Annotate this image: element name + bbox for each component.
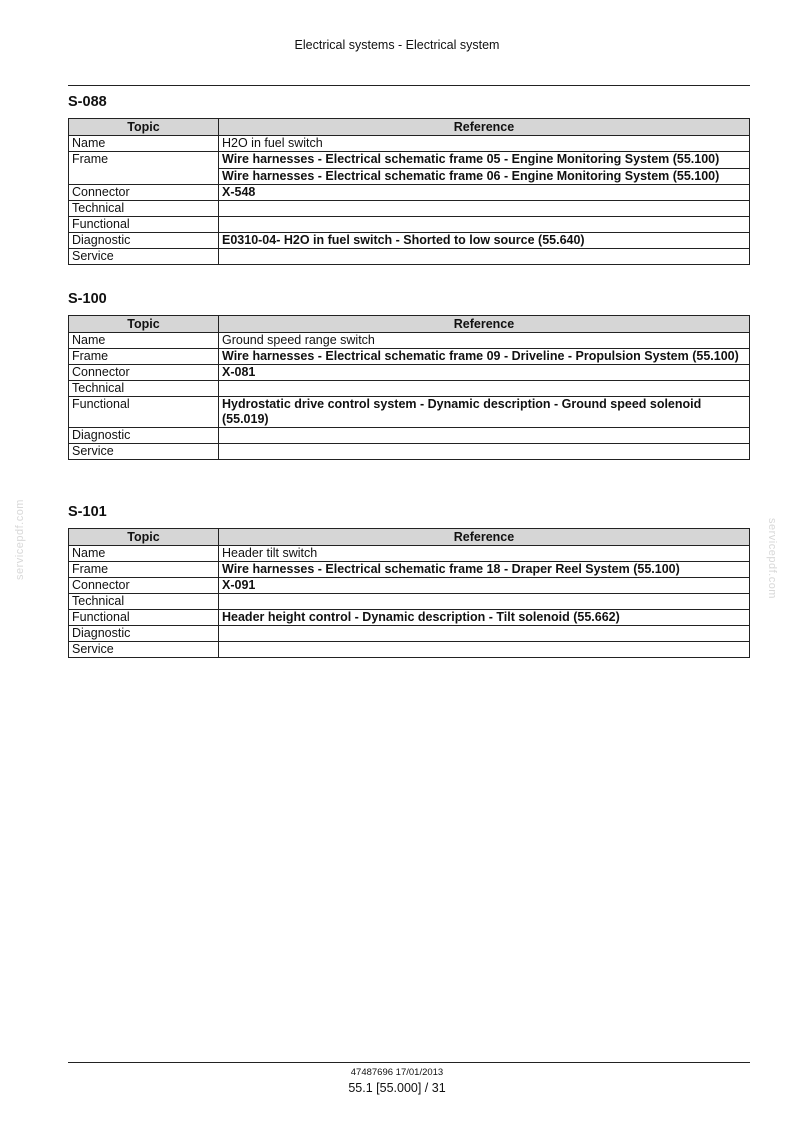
reference-cell <box>219 428 750 444</box>
topic-cell: Technical <box>69 201 219 217</box>
column-header-reference: Reference <box>219 119 750 136</box>
table-row <box>69 152 750 185</box>
reference-text: Ground speed range switch <box>222 333 375 347</box>
table-row <box>69 365 750 381</box>
topic-cell: Name <box>69 546 219 562</box>
table-row <box>69 217 750 233</box>
reference-cell <box>219 642 750 658</box>
table-row <box>69 642 750 658</box>
watermark-left: servicepdf.com <box>14 499 26 580</box>
topic-cell: Diagnostic <box>69 428 219 444</box>
reference-table <box>68 528 750 658</box>
topic-cell: Service <box>69 249 219 265</box>
reference-cell <box>219 333 750 349</box>
header-divider <box>68 85 750 86</box>
reference-cell <box>219 578 750 594</box>
topic-cell: Connector <box>69 185 219 201</box>
column-header-topic: Topic <box>69 119 219 136</box>
reference-table <box>68 315 750 460</box>
reference-link[interactable]: Wire harnesses - Electrical schematic frame 06 - Engine Monitoring System (55.100) <box>219 168 749 184</box>
table-header-row <box>69 316 750 333</box>
reference-link[interactable]: Wire harnesses - Electrical schematic frame 18 - Draper Reel System (55.100) <box>222 562 680 576</box>
reference-cell <box>219 217 750 233</box>
reference-link[interactable]: X-091 <box>222 578 256 592</box>
reference-cell <box>219 610 750 626</box>
topic-cell: Connector <box>69 578 219 594</box>
reference-cell <box>219 562 750 578</box>
footer-page-number: 55.1 [55.000] / 31 <box>348 1081 446 1095</box>
topic-cell: Frame <box>69 349 219 365</box>
table-header-row <box>69 529 750 546</box>
table-row <box>69 381 750 397</box>
reference-text: H2O in fuel switch <box>222 136 323 150</box>
section-title: S-088 <box>68 94 107 110</box>
reference-cell <box>219 136 750 152</box>
topic-cell: Functional <box>69 610 219 626</box>
footer-divider <box>68 1062 750 1063</box>
reference-link[interactable]: Wire harnesses - Electrical schematic frame 05 - Engine Monitoring System (55.100) <box>222 152 720 166</box>
topic-cell: Functional <box>69 397 219 428</box>
topic-cell: Technical <box>69 381 219 397</box>
table-row <box>69 610 750 626</box>
column-header-topic: Topic <box>69 316 219 333</box>
table-row <box>69 428 750 444</box>
section-s-088 <box>68 92 750 265</box>
reference-cell <box>219 381 750 397</box>
table-row <box>69 626 750 642</box>
reference-cell <box>219 249 750 265</box>
topic-cell: Frame <box>69 152 219 185</box>
reference-cell <box>219 152 750 185</box>
section-s-100 <box>68 289 750 460</box>
reference-cell <box>219 185 750 201</box>
table-row <box>69 397 750 428</box>
section-title: S-100 <box>68 291 107 307</box>
reference-link[interactable]: E0310-04- H2O in fuel switch - Shorted to low source (55.640) <box>222 233 585 247</box>
table-row <box>69 594 750 610</box>
watermark-right: servicepdf.com <box>766 518 778 599</box>
reference-table <box>68 118 750 265</box>
reference-link[interactable]: X-548 <box>222 185 256 199</box>
table-row <box>69 578 750 594</box>
topic-cell: Frame <box>69 562 219 578</box>
table-row <box>69 201 750 217</box>
section-s-101 <box>68 502 750 658</box>
topic-cell: Connector <box>69 365 219 381</box>
reference-link[interactable]: Header height control - Dynamic description - Tilt solenoid (55.662) <box>222 610 620 624</box>
reference-link[interactable]: Wire harnesses - Electrical schematic frame 09 - Driveline - Propulsion System (55.100) <box>222 349 739 363</box>
topic-cell: Diagnostic <box>69 626 219 642</box>
table-row <box>69 546 750 562</box>
topic-cell: Name <box>69 333 219 349</box>
topic-cell: Technical <box>69 594 219 610</box>
table-row <box>69 185 750 201</box>
section-title: S-101 <box>68 504 107 520</box>
table-row <box>69 136 750 152</box>
table-header-row <box>69 119 750 136</box>
table-row <box>69 349 750 365</box>
reference-link[interactable]: Hydrostatic drive control system - Dynamic description - Ground speed solenoid (55.019) <box>222 397 702 426</box>
reference-cell <box>219 201 750 217</box>
table-row <box>69 562 750 578</box>
table-row <box>69 233 750 249</box>
reference-link[interactable]: X-081 <box>222 365 256 379</box>
reference-cell <box>219 397 750 428</box>
reference-cell <box>219 349 750 365</box>
topic-cell: Service <box>69 642 219 658</box>
footer-doc-ref: 47487696 17/01/2013 <box>350 1067 444 1078</box>
column-header-reference: Reference <box>219 316 750 333</box>
reference-cell <box>219 444 750 460</box>
table-row <box>69 249 750 265</box>
page-header: Electrical systems - Electrical system <box>294 38 500 52</box>
column-header-reference: Reference <box>219 529 750 546</box>
table-row <box>69 333 750 349</box>
reference-cell <box>219 594 750 610</box>
reference-cell <box>219 546 750 562</box>
table-row <box>69 444 750 460</box>
reference-text: Header tilt switch <box>222 546 318 560</box>
topic-cell: Service <box>69 444 219 460</box>
column-header-topic: Topic <box>69 529 219 546</box>
topic-cell: Name <box>69 136 219 152</box>
topic-cell: Diagnostic <box>69 233 219 249</box>
reference-cell <box>219 365 750 381</box>
reference-cell <box>219 233 750 249</box>
topic-cell: Functional <box>69 217 219 233</box>
reference-cell <box>219 626 750 642</box>
